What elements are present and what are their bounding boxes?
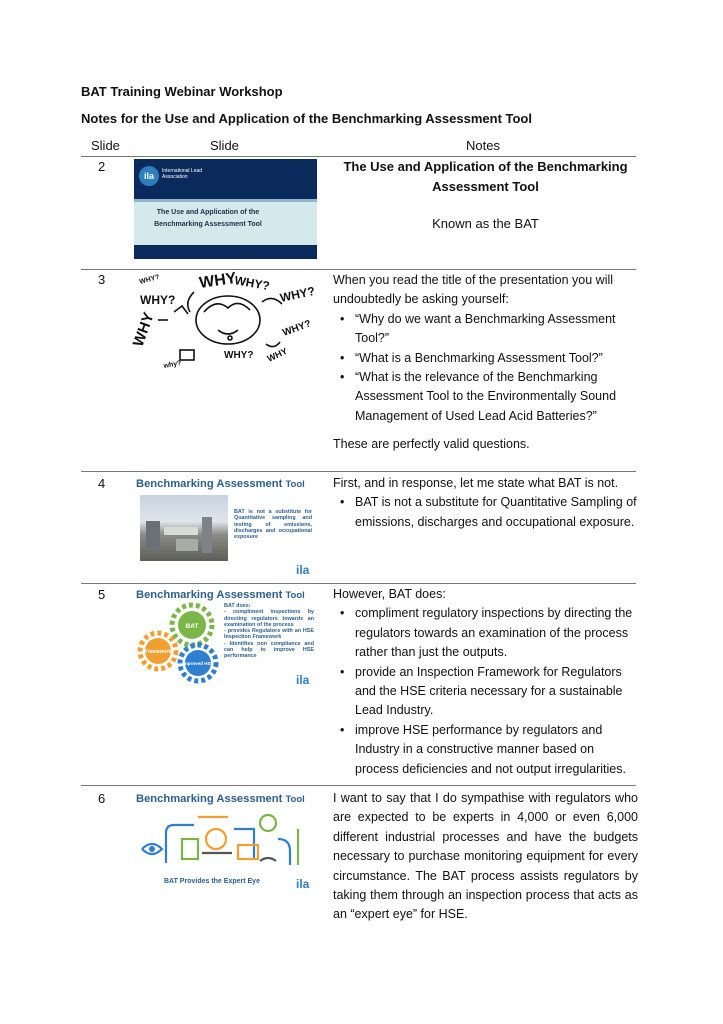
row-3-bullet: • “What is a Benchmarking Assessment Tool?” <box>355 349 638 368</box>
slide-2-divider <box>134 199 317 202</box>
ila-logo: ila <box>296 673 310 687</box>
document-title: BAT Training Webinar Workshop <box>81 84 283 99</box>
row-5-number: 5 <box>98 587 106 602</box>
ila-logo: ila <box>139 166 159 186</box>
slide-2-footer-band <box>134 245 317 259</box>
row-5-bullet: • improve HSE performance by regulators and Industry in a constructive manner based on process deficiencies and not output irregularities. <box>355 721 638 779</box>
row-3-bullet: • “What is the relevance of the Benchmarking Assessment Tool to the Environmentally Sound Management of Used Lead Acid Batteries?” <box>355 368 638 426</box>
gear-label-improved-hse: Improved HSE <box>182 661 214 666</box>
slide-4-caption: BAT is not a substitute for Quantitative sampling and testing of emissions, discharges and occupational exposure <box>234 509 312 541</box>
row-5-intro: However, BAT does: <box>333 587 446 601</box>
row-rule <box>81 471 636 472</box>
row-5-bullet: • compliment regulatory inspections by directing the regulators towards an examination of the process rather than just the outputs. <box>355 604 638 662</box>
doodle-word: WHY <box>129 310 158 350</box>
row-6-number: 6 <box>98 791 106 806</box>
gear-label-framework: Framework <box>144 649 172 655</box>
row-6-notes-paragraph: I want to say that I do sympathise with regulators who are expected to be experts in 4,000 or even 6,000 different industrial processes and have the budgets necessary to purchase monitoring equipment for every circumstance. The BAT process assists regulators by taking them through an inspection process that acts as an “expert eye” for HSE. <box>333 791 638 922</box>
ila-logo: ila <box>296 877 310 891</box>
doodle-word: WHY <box>265 345 289 364</box>
row-4-bullet-list <box>333 493 638 532</box>
slide-5-title: Benchmarking Assessment Tool <box>136 589 305 601</box>
slide-2-title: The Use and Application of the Benchmarking Assessment Tool <box>154 209 262 228</box>
row-5-bullet: • provide an Inspection Framework for Regulators and the HSE criteria necessary for a sustainable Lead Industry. <box>355 663 638 721</box>
expert-eye-illustration <box>138 809 313 871</box>
row-3-number: 3 <box>98 272 106 287</box>
row-5-notes <box>333 585 638 779</box>
row-3-bullet-list <box>333 310 638 426</box>
ila-logo: ila <box>296 563 310 577</box>
row-2-notes-title: The Use and Application of the Benchmarking Assessment Tool <box>343 159 628 194</box>
col-header-slide: Slide <box>210 138 239 153</box>
row-rule <box>81 785 636 786</box>
slide-5-caption: BAT does: - compliment inspections by directing regulators towards an examination of the process - provides Regulators with an HSE Inspection Framework - Identifies non compliance and can help to improve HSE performance <box>224 603 314 660</box>
gear-label-bat: BAT <box>185 623 199 630</box>
row-3-outro: These are perfectly valid questions. <box>333 437 530 452</box>
row-4-bullet: • BAT is not a substitute for Quantitative Sampling of emissions, discharges and occupational exposure. <box>355 493 638 532</box>
doodle-word: WHY? <box>278 283 317 305</box>
doodle-word: WHY? <box>224 350 254 361</box>
col-header-notes: Notes <box>466 138 500 153</box>
org-name: International Lead Association <box>162 168 203 180</box>
industrial-site-photo <box>140 495 228 561</box>
row-2-number: 2 <box>98 159 106 174</box>
doodle-word: why? <box>163 359 182 370</box>
row-rule <box>81 269 636 270</box>
doodle-word: WHY? <box>233 273 271 294</box>
gears-illustration <box>134 603 234 689</box>
doodle-word: WHY? <box>281 318 313 339</box>
col-header-slide-number: Slide <box>91 138 120 153</box>
row-3-bullet: • “Why do we want a Benchmarking Assessment Tool?” <box>355 310 638 349</box>
doodle-word: WHY? <box>140 293 176 307</box>
row-4-number: 4 <box>98 476 106 491</box>
document-subtitle: Notes for the Use and Application of the Benchmarking Assessment Tool <box>81 111 532 126</box>
row-3-notes <box>333 271 638 455</box>
slide-5-thumbnail <box>134 589 317 689</box>
row-2-notes-text: Known as the BAT <box>432 216 539 231</box>
row-3-intro: When you read the title of the presentation you will undoubtedly be asking yourself: <box>333 273 614 307</box>
row-5-bullet-list <box>333 604 638 779</box>
slide-3-thumbnail <box>129 269 317 378</box>
slide-6-thumbnail <box>134 793 317 893</box>
slide-4-title: Benchmarking Assessment Tool <box>136 478 305 490</box>
doodle-word: WHY? <box>138 273 161 286</box>
slide-2-header-band <box>134 159 317 199</box>
why-doodle-illustration <box>129 269 317 378</box>
slide-6-title: Benchmarking Assessment Tool <box>136 793 305 805</box>
slide-2-thumbnail <box>134 159 317 259</box>
row-rule <box>81 583 636 584</box>
slide-4-thumbnail <box>134 478 317 580</box>
row-4-intro: First, and in response, let me state what BAT is not. <box>333 476 619 490</box>
row-4-notes <box>333 474 638 532</box>
slide-6-caption: BAT Provides the Expert Eye <box>164 878 260 885</box>
doodle-word: WHY <box>198 269 238 292</box>
